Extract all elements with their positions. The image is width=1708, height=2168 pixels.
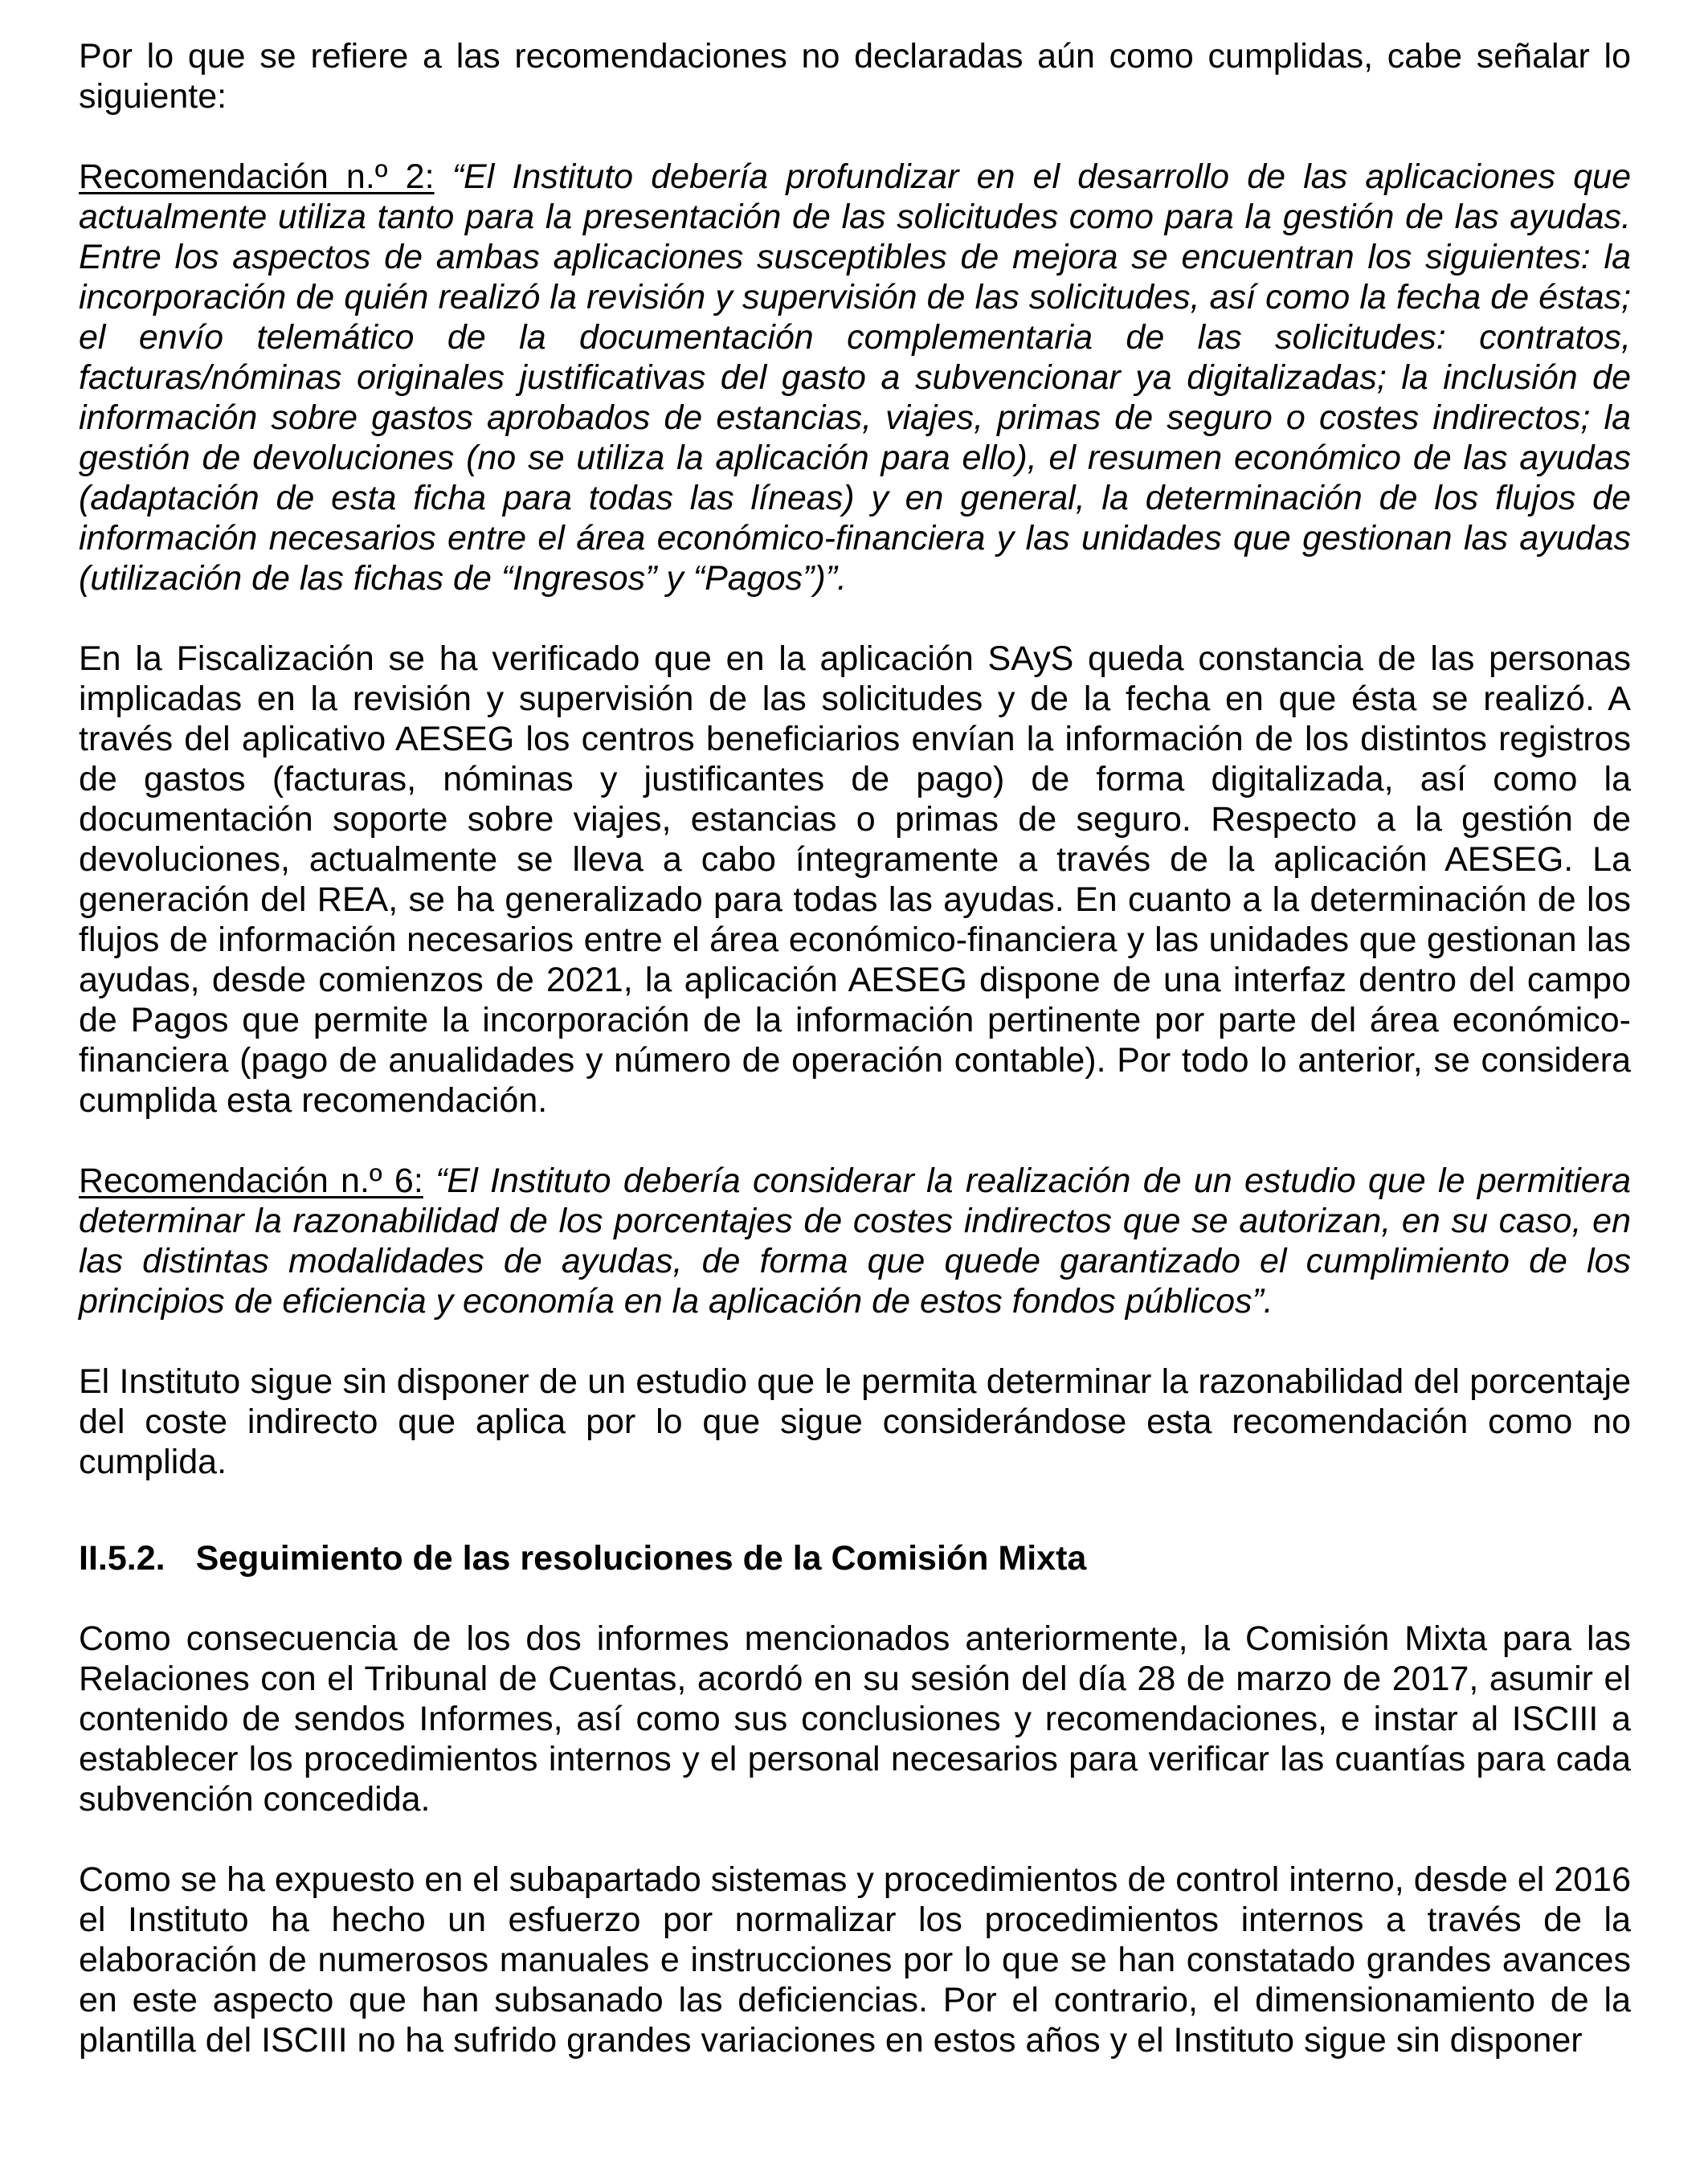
section-heading-title: Seguimiento de las resoluciones de la Comisión Mixta [195,1539,1087,1578]
recommendation-6-label: Recomendación n.º 6: [79,1162,423,1200]
paragraph-estudio: El Instituto sigue sin disponer de un estudio que le permita determinar la razonabilidad del porcentaje del coste indirecto que aplica por lo que sigue considerándose esta recomendación como no cumplida. [79,1362,1631,1481]
section-heading [79,1538,1631,1578]
section-heading-number: II.5.2. [79,1539,165,1578]
recommendation-2-quote: “El Instituto debería profundizar en el desarrollo de las aplicaciones que actualmente utiliza tanto para la presentación de las solicitudes como para la gestión de las ayudas. Entre los aspectos de ambas aplicaciones susceptibles de mejora se encuentran los siguientes: la incorporación de quién realizó la revisión y supervisión de las solicitudes, así como la fecha de éstas; el envío telemático de la documentación complementaria de las solicitudes: contratos, facturas/nóminas originales justificativas del gasto a subvencionar ya digitalizadas; la inclusión de información sobre gastos aprobados de estancias, viajes, primas de seguro o costes indirectos; la gestión de devoluciones (no se utiliza la aplicación para ello), el resumen económico de las ayudas (adaptación de esta ficha para todas las líneas) y en general, la determinación de los flujos de información necesarios entre el área económico-financiera y las unidades que gestionan las ayudas (utilización de las fichas de “Ingresos” y “Pagos”)”. [79,157,1631,598]
paragraph-fiscalizacion: En la Fiscalización se ha verificado que en la aplicación SAyS queda constancia de las personas implicadas en la revisión y supervisión de las solicitudes y de la fecha en que ésta se realizó. A través del aplicativo AESEG los centros beneficiarios envían la información de los distintos registros de gastos (facturas, nóminas y justificantes de pago) de forma digitalizada, así como la documentación soporte sobre viajes, estancias o primas de seguro. Respecto a la gestión de devoluciones, actualmente se lleva a cabo íntegramente a través de la aplicación AESEG. La generación del REA, se ha generalizado para todas las ayudas. En cuanto a la determinación de los flujos de información necesarios entre el área económico-financiera y las unidades que gestionan las ayudas, desde comienzos de 2021, la aplicación AESEG dispone de una interfaz dentro del campo de Pagos que permite la incorporación de la información pertinente por parte del área económico-financiera (pago de anualidades y número de operación contable). Por todo lo anterior, se considera cumplida esta recomendación. [79,639,1631,1120]
paragraph-recommendation-2 [79,157,1631,598]
paragraph-comision-mixta: Como consecuencia de los dos informes mencionados anteriormente, la Comisión Mixta para las Relaciones con el Tribunal de Cuentas, acordó en su sesión del día 28 de marzo de 2017, asumir el contenido de sendos Informes, así como sus conclusiones y recomendaciones, e instar al ISCIII a establecer los procedimientos internos y el personal necesarios para verificar las cuantías para cada subvención concedida. [79,1619,1631,1819]
recommendation-6-quote: “El Instituto debería considerar la realización de un estudio que le permitiera determinar la razonabilidad de los porcentajes de costes indirectos que se autorizan, en su caso, en las distintas modalidades de ayudas, de forma que quede garantizado el cumplimiento de los principios de eficiencia y economía en la aplicación de estos fondos públicos”. [79,1162,1631,1321]
paragraph-subapartado: Como se ha expuesto en el subapartado sistemas y procedimientos de control interno, desde el 2016 el Instituto ha hecho un esfuerzo por normalizar los procedimientos internos a través de la elaboración de numerosos manuales e instrucciones por lo que se han constatado grandes avances en este aspecto que han subsanado las deficiencias. Por el contrario, el dimensionamiento de la plantilla del ISCIII no ha sufrido grandes variaciones en estos años y el Instituto sigue sin disponer [79,1860,1631,2060]
paragraph-recommendation-6 [79,1161,1631,1321]
recommendation-2-label: Recomendación n.º 2: [79,157,435,196]
paragraph-intro: Por lo que se refiere a las recomendaciones no declaradas aún como cumplidas, cabe señalar lo siguiente: [79,37,1631,116]
